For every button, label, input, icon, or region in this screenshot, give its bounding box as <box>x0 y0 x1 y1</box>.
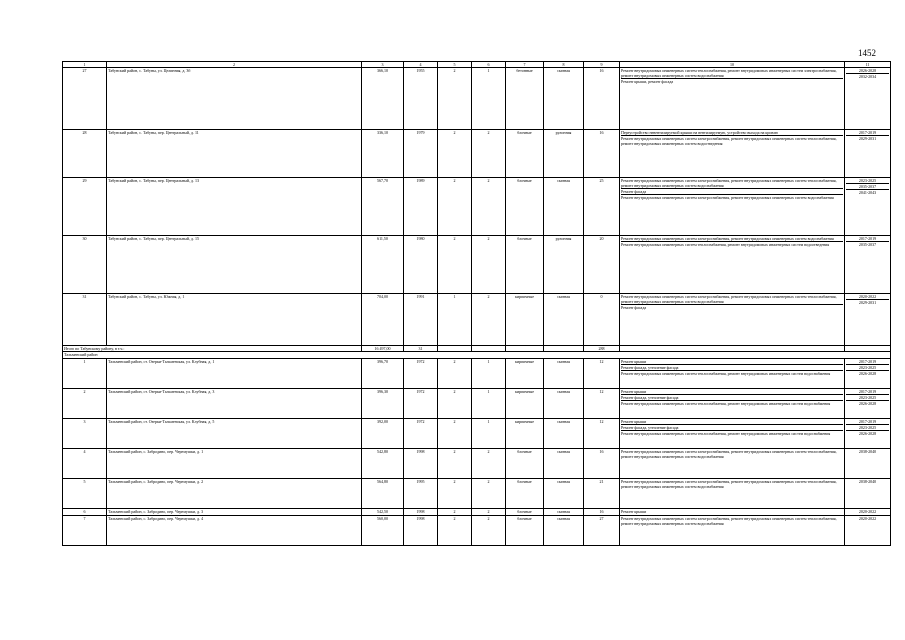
wall-material-cell: кирпичные <box>506 389 544 419</box>
work-period: 2041-2043 <box>846 189 889 195</box>
roof-type-cell: скатная <box>544 449 584 479</box>
year-built-cell: 1998 <box>404 516 438 546</box>
row-number: 29 <box>63 178 107 236</box>
column-header: 10 <box>620 62 845 68</box>
address-cell: Тальменский район, ст. Озерки-Тальменская, ул. Клубная, д. 3 <box>107 389 362 419</box>
apartments-cell: 12 <box>584 389 620 419</box>
years-cell <box>845 419 891 449</box>
work-item: Ремонт внутридомовых инженерных систем электроснабжения, ремонт внутридомовых инженерных систем теплоснабжения, ремонт внутридомовых инженерных систем водоснабжения <box>621 516 837 526</box>
work-item: Ремонт фасада, утепление фасада <box>621 364 843 370</box>
works-cell <box>620 509 845 516</box>
floors-cell: 2 <box>438 130 472 178</box>
floors-cell: 2 <box>438 389 472 419</box>
work-item: Ремонт внутридомовых инженерных систем теплоснабжения, ремонт внутридомовых инженерных систем водоснабжения <box>621 400 843 406</box>
work-period: 2038-2040 <box>858 479 877 484</box>
wall-material-cell: кирпичные <box>506 419 544 449</box>
roof-type-cell: скатная <box>544 516 584 546</box>
years-cell <box>845 389 891 419</box>
area-cell: 396,30 <box>362 389 404 419</box>
work-item: Ремонт крыши <box>621 389 647 394</box>
year-built-cell: 1980 <box>404 236 438 294</box>
row-number: 27 <box>63 68 107 130</box>
works-cell <box>620 236 845 294</box>
work-item: Ремонт внутридомовых инженерных систем теплоснабжения, ремонт внутридомовых инженерных систем водоотведения <box>621 241 843 247</box>
area-cell: 611,50 <box>362 236 404 294</box>
work-period: 2023-2025 <box>846 394 889 400</box>
work-period: 2023-2025 <box>858 178 877 183</box>
works-cell <box>620 516 845 546</box>
row-number: 6 <box>63 509 107 516</box>
work-item: Ремонт фасада <box>621 188 843 194</box>
floors-cell: 2 <box>438 68 472 130</box>
floors-cell: 2 <box>438 178 472 236</box>
year-built-cell: 1989 <box>404 178 438 236</box>
work-item: Ремонт внутридомовых инженерных систем электроснабжения, ремонт внутридомовых инженерных систем теплоснабжения, ремонт внутридомовых инженерных систем водоснабжения <box>621 479 837 489</box>
floors-cell: 2 <box>438 509 472 516</box>
work-item: Ремонт внутридомовых инженерных систем теплоснабжения, ремонт внутридомовых инженерных систем водоснабжения <box>621 370 843 376</box>
work-period: 2020-2022 <box>858 509 877 514</box>
wall-material-cell: блочные <box>506 479 544 509</box>
year-built-cell: 1972 <box>404 359 438 389</box>
address-cell: Табунский район, с. Табуны, пер. Центральный, д. 11 <box>107 130 362 178</box>
works-cell <box>620 479 845 509</box>
row-number: 2 <box>63 389 107 419</box>
work-period: 2023-2025 <box>846 364 889 370</box>
work-period: 2029-2031 <box>846 135 889 141</box>
total-area: 16 497,00 <box>362 346 404 352</box>
year-built-cell: 1972 <box>404 389 438 419</box>
wall-material-cell: блочные <box>506 236 544 294</box>
column-header: 5 <box>438 62 472 68</box>
work-item: Ремонт фасада, утепление фасада <box>621 424 843 430</box>
entrances-cell: 2 <box>472 130 506 178</box>
column-header: 2 <box>107 62 362 68</box>
table-row <box>63 294 891 346</box>
entrances-cell: 2 <box>472 294 506 346</box>
wall-material-cell: блочные <box>506 130 544 178</box>
year-built-cell: 1995 <box>404 479 438 509</box>
address-cell: Табунский район, с. Табуны, ул. Целинная, д. 3б <box>107 68 362 130</box>
apartments-cell: 16 <box>584 509 620 516</box>
table-row <box>63 479 891 509</box>
column-header: 11 <box>845 62 891 68</box>
work-period: 2035-2037 <box>846 183 889 189</box>
floors-cell: 2 <box>438 236 472 294</box>
wall-material-cell: бетонные <box>506 68 544 130</box>
years-cell <box>845 68 891 130</box>
apartments-cell: 27 <box>584 516 620 546</box>
work-item: Ремонт внутридомовых инженерных систем электроснабжения, ремонт внутридомовых инженерных систем теплоснабжения, ремонт внутридомовых инженерных систем водоснабжения <box>621 294 837 304</box>
column-header: 4 <box>404 62 438 68</box>
works-cell <box>620 389 845 419</box>
work-item: Ремонт фасада <box>621 304 843 310</box>
work-period: 2029-2031 <box>846 299 889 305</box>
work-item: Ремонт внутридомовых инженерных систем электроснабжения, ремонт внутридомовых инженерных систем водоснабжения <box>621 194 843 200</box>
works-cell <box>620 419 845 449</box>
work-item: Ремонт крыши <box>621 509 647 514</box>
floors-cell: 2 <box>438 449 472 479</box>
work-period: 2023-2025 <box>846 424 889 430</box>
address-cell: Табунский район, с. Табуны, ул. Южная, д. 1 <box>107 294 362 346</box>
work-period: 2017-2019 <box>858 419 877 424</box>
work-period: 2035-2037 <box>846 241 889 247</box>
section-title: Тальменский район <box>63 352 891 359</box>
area-cell: 564,80 <box>362 479 404 509</box>
table-row <box>63 359 891 389</box>
table-row <box>63 68 891 130</box>
column-header: 6 <box>472 62 506 68</box>
work-period: 2026-2028 <box>846 400 889 406</box>
entrances-cell: 2 <box>472 509 506 516</box>
years-cell <box>845 236 891 294</box>
work-item: Ремонт внутридомовых инженерных систем электроснабжения, ремонт внутридомовых инженерных систем теплоснабжения, ремонт внутридомовых инженерных систем водоснабжения <box>621 178 837 188</box>
wall-material-cell: блочные <box>506 516 544 546</box>
apartments-cell: 12 <box>584 359 620 389</box>
address-cell: Тальменский район, с. Забродино, пер. Черемушки, д. 2 <box>107 479 362 509</box>
page-number: 1452 <box>858 48 876 58</box>
floors-cell: 1 <box>438 294 472 346</box>
area-cell: 704,00 <box>362 294 404 346</box>
apartments-cell: 25 <box>584 178 620 236</box>
work-period: 2038-2040 <box>858 449 877 454</box>
apartments-cell: 20 <box>584 236 620 294</box>
work-period: 2017-2019 <box>858 389 877 394</box>
row-number: 7 <box>63 516 107 546</box>
work-period: 2020-2022 <box>858 294 877 299</box>
year-built-cell: 1955 <box>404 68 438 130</box>
apartments-cell: 12 <box>584 419 620 449</box>
total-flats: 288 <box>584 346 620 352</box>
floors-cell: 2 <box>438 359 472 389</box>
row-number: 31 <box>63 294 107 346</box>
work-period: 2017-2019 <box>858 359 877 364</box>
total-label: Итого по Табунскому району, в т.ч.: <box>63 346 362 352</box>
works-cell <box>620 68 845 130</box>
work-period: 2026-2028 <box>846 430 889 436</box>
floors-cell: 2 <box>438 419 472 449</box>
roof-type-cell: рулонная <box>544 236 584 294</box>
years-cell <box>845 178 891 236</box>
entrances-cell: 2 <box>472 178 506 236</box>
work-period: 2020-2022 <box>858 516 877 521</box>
year-built-cell: 1979 <box>404 130 438 178</box>
wall-material-cell: кирпичные <box>506 359 544 389</box>
section-row <box>63 352 891 359</box>
table-row <box>63 236 891 294</box>
area-cell: 567,70 <box>362 178 404 236</box>
work-item: Ремонт крыши, ремонт фасада <box>621 78 843 84</box>
roof-type-cell: скатная <box>544 294 584 346</box>
address-cell: Тальменский район, с. Забродино, пер. Черемушки, д. 3 <box>107 509 362 516</box>
entrances-cell: 2 <box>472 449 506 479</box>
entrances-cell: 2 <box>472 516 506 546</box>
work-item: Ремонт внутридомовых инженерных систем теплоснабжения, ремонт внутридомовых инженерных систем электроснабжения, ремонт внутридомовых инженерных систем водоснабжения <box>621 68 837 78</box>
work-period: 2032-2034 <box>846 73 889 79</box>
wall-material-cell: кирпичные <box>506 294 544 346</box>
roof-type-cell: скатная <box>544 509 584 516</box>
group1-body <box>63 68 891 346</box>
area-cell: 560,00 <box>362 516 404 546</box>
work-item: Ремонт внутридомовых инженерных систем электроснабжения, ремонт внутридомовых инженерных систем теплоснабжения, ремонт внутридомовых инженерных систем водоотведения <box>621 135 843 146</box>
roof-type-cell: скатная <box>544 389 584 419</box>
address-cell: Тальменский район, ст. Озерки-Тальменская, ул. Клубная, д. 1 <box>107 359 362 389</box>
column-header: 1 <box>63 62 107 68</box>
row-number: 30 <box>63 236 107 294</box>
area-cell: 366,10 <box>362 68 404 130</box>
works-cell <box>620 359 845 389</box>
wall-material-cell: блочные <box>506 178 544 236</box>
roof-type-cell: рулонная <box>544 130 584 178</box>
years-cell <box>845 479 891 509</box>
column-header: 9 <box>584 62 620 68</box>
work-item: Ремонт внутридомовых инженерных систем электроснабжения, ремонт внутридомовых инженерных систем водоснабжения <box>621 236 834 241</box>
work-item: Ремонт внутридомовых инженерных систем электроснабжения, ремонт внутридомовых инженерных систем теплоснабжения, ремонт внутридомовых инженерных систем водоснабжения <box>621 449 837 459</box>
year-built-cell: 1998 <box>404 449 438 479</box>
apartments-cell: 21 <box>584 479 620 509</box>
work-item: Ремонт внутридомовых инженерных систем теплоснабжения, ремонт внутридомовых инженерных систем водоснабжения <box>621 430 843 436</box>
wall-material-cell: блочные <box>506 509 544 516</box>
work-period: 2026-2028 <box>858 68 877 73</box>
entrances-cell: 1 <box>472 68 506 130</box>
entrances-cell: 1 <box>472 389 506 419</box>
roof-type-cell: скатная <box>544 479 584 509</box>
apartments-cell: 16 <box>584 68 620 130</box>
housing-register-table <box>62 61 891 546</box>
years-cell <box>845 294 891 346</box>
column-header: 3 <box>362 62 404 68</box>
apartments-cell: 0 <box>584 294 620 346</box>
years-cell <box>845 130 891 178</box>
work-item: Ремонт крыши <box>621 359 647 364</box>
wall-material-cell: блочные <box>506 449 544 479</box>
year-built-cell: 1998 <box>404 509 438 516</box>
area-cell: 336,10 <box>362 130 404 178</box>
entrances-cell: 2 <box>472 479 506 509</box>
total-count: 31 <box>404 346 438 352</box>
roof-type-cell: скатная <box>544 68 584 130</box>
entrances-cell: 1 <box>472 359 506 389</box>
address-cell: Тальменский район, ст. Озерки-Тальменская, ул. Клубная, д. 5 <box>107 419 362 449</box>
address-cell: Табунский район, с. Табуны, пер. Центральный, д. 13 <box>107 178 362 236</box>
work-period: 2017-2019 <box>858 130 877 135</box>
group1-total <box>63 346 891 359</box>
work-item: Ремонт крыши <box>621 419 647 424</box>
row-number: 3 <box>63 419 107 449</box>
work-item: Переустройство невентилируемой крыши на вентилируемую, устройство выхода на кровлю <box>621 130 779 135</box>
roof-type-cell: скатная <box>544 178 584 236</box>
works-cell <box>620 178 845 236</box>
apartments-cell: 16 <box>584 130 620 178</box>
row-number: 28 <box>63 130 107 178</box>
roof-type-cell: скатная <box>544 419 584 449</box>
work-item: Ремонт фасада, утепление фасада <box>621 394 843 400</box>
table-row <box>63 389 891 419</box>
works-cell <box>620 294 845 346</box>
area-cell: 392,00 <box>362 419 404 449</box>
work-period: 2017-2019 <box>858 236 877 241</box>
years-cell <box>845 359 891 389</box>
column-header: 7 <box>506 62 544 68</box>
group2-body <box>63 359 891 546</box>
area-cell: 542,80 <box>362 449 404 479</box>
works-cell <box>620 449 845 479</box>
year-built-cell: 1991 <box>404 294 438 346</box>
table-row <box>63 449 891 479</box>
table-row <box>63 130 891 178</box>
address-cell: Тальменский район, с. Забродино, пер. Черемушки, д. 4 <box>107 516 362 546</box>
row-number: 1 <box>63 359 107 389</box>
column-header: 8 <box>544 62 584 68</box>
floors-cell: 2 <box>438 516 472 546</box>
year-built-cell: 1972 <box>404 419 438 449</box>
table-row <box>63 509 891 516</box>
entrances-cell: 1 <box>472 419 506 449</box>
works-cell <box>620 130 845 178</box>
address-cell: Тальменский район, с. Забродино, пер. Черемушки, д. 1 <box>107 449 362 479</box>
years-cell <box>845 509 891 516</box>
table-row <box>63 419 891 449</box>
row-number: 4 <box>63 449 107 479</box>
years-cell <box>845 449 891 479</box>
years-cell <box>845 516 891 546</box>
row-number: 5 <box>63 479 107 509</box>
table-row <box>63 178 891 236</box>
area-cell: 396,70 <box>362 359 404 389</box>
address-cell: Табунский район, с. Табуны, пер. Центральный, д. 15 <box>107 236 362 294</box>
entrances-cell: 2 <box>472 236 506 294</box>
apartments-cell: 16 <box>584 449 620 479</box>
roof-type-cell: скатная <box>544 359 584 389</box>
area-cell: 542,50 <box>362 509 404 516</box>
work-period: 2026-2028 <box>846 370 889 376</box>
table-row <box>63 516 891 546</box>
floors-cell: 2 <box>438 479 472 509</box>
